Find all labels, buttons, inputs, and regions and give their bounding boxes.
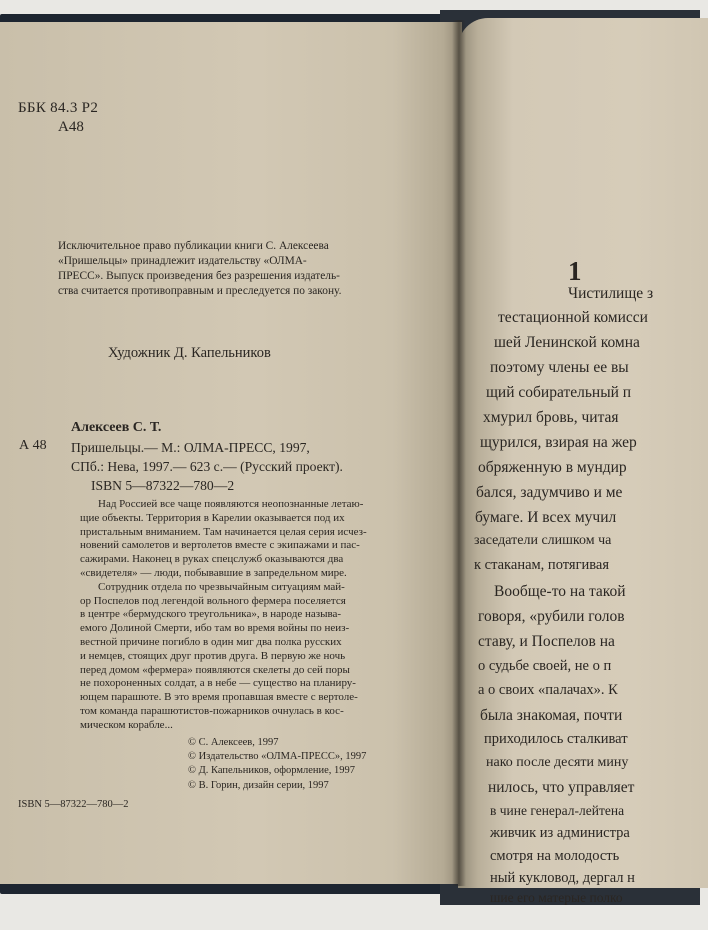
text-line: обряженную в мундир xyxy=(478,459,627,476)
annotation-line: вестной причине погибло в один миг два полка русских xyxy=(80,635,342,648)
annotation-line: сажирами. Наконец в руках спецслужб оказываются два xyxy=(80,553,344,566)
copyright-line: © Д. Капельников, оформление, 1997 xyxy=(188,765,356,777)
rights-line: ПРЕСС». Выпуск произведения без разрешения издатель- xyxy=(58,270,340,282)
catalog-author: Алексеев С. Т. xyxy=(71,420,162,435)
catalog-code: А 48 xyxy=(19,438,47,453)
rights-line: ства считается противоправным и преследуется по закону. xyxy=(58,285,342,297)
catalog-line: СПб.: Нева, 1997.— 623 с.— (Русский проект). xyxy=(71,459,343,474)
annotation-line: щие объекты. Территория в Карелии оказывается под их xyxy=(80,511,345,524)
text-line: была знакомая, почти xyxy=(480,707,623,724)
catalog-isbn: ISBN 5—87322—780—2 xyxy=(91,478,235,493)
text-line: о судьбе своей, не о п xyxy=(478,658,612,674)
catalog-entry xyxy=(71,438,343,495)
copyright-block xyxy=(188,736,366,793)
copyright-line: © Издательство «ОЛМА-ПРЕСС», 1997 xyxy=(188,751,367,763)
text-line: Чистилище з xyxy=(568,285,654,302)
rights-line: Исключительное право публикации книги С. Алексеева xyxy=(58,240,329,252)
book-gutter xyxy=(452,20,466,886)
text-line: тестационной комисси xyxy=(498,309,648,326)
text-line: к стаканам, потягивая xyxy=(474,557,610,573)
annotation-line: Над Россией все чаще появляются неопознанные летаю- xyxy=(98,498,364,510)
text-line: бался, задумчиво и ме xyxy=(476,484,623,501)
annotation-line: новений самолетов и вертолетов вместе с экипажами и пас- xyxy=(80,539,360,552)
text-line: а о своих «палачах». К xyxy=(478,682,618,698)
artist-credit: Художник Д. Капельников xyxy=(108,345,271,361)
text-line: щий собирательный п xyxy=(486,384,632,401)
annotation-line: пристальным вниманием. Там начинается целая серия исчез- xyxy=(80,525,367,538)
text-line: нако после десяти мину xyxy=(486,755,629,770)
annotation-line: ор Поспелов под легендой вольного фермера поселяется xyxy=(80,594,346,607)
annotation-line: в центре «бермудского треугольника», в народе называ- xyxy=(80,608,342,621)
annotation-line: не похороненных солдат, а в небе — существо на планиру- xyxy=(80,677,356,690)
chapter-number: 1 xyxy=(568,256,582,286)
annotation-line: и немцев, стоящих друг против друга. В первую же ночь xyxy=(80,649,346,662)
text-line: шие его матерые полко xyxy=(490,890,623,905)
text-line: хмурил бровь, читая xyxy=(483,409,619,426)
text-line: Вообще-то на такой xyxy=(494,583,626,600)
text-line: щурился, взирая на жер xyxy=(480,434,637,451)
annotation-line: емого Долиной Смерти, ибо там во время войны по неиз- xyxy=(80,622,350,635)
author-mark: А48 xyxy=(58,119,84,135)
right-page xyxy=(458,18,708,905)
annotation-line: ющем парашюте. В это время пропавшая вместе с вертоле- xyxy=(80,691,358,704)
annotation-line: том команда парашютистов-пожарников очнулась в кос- xyxy=(80,704,344,717)
annotation-line: «свидетеля» — люди, побывавшие в запредельном мире. xyxy=(80,566,347,579)
annotation-line: мическом корабле... xyxy=(80,718,173,731)
text-line: шей Ленинской комна xyxy=(494,334,640,351)
text-line: в чине генерал-лейтена xyxy=(490,803,625,818)
text-line: смотря на молодость xyxy=(490,848,620,864)
copyright-line: © В. Горин, дизайн серии, 1997 xyxy=(188,779,329,791)
isbn-bottom: ISBN 5—87322—780—2 xyxy=(18,799,129,810)
text-line: ный кукловод, дергал н xyxy=(490,870,635,886)
left-page xyxy=(0,22,462,884)
text-line: говоря, «рубили голов xyxy=(478,608,625,625)
copyright-line: © С. Алексеев, 1997 xyxy=(188,737,279,748)
text-line: поэтому члены ее вы xyxy=(490,359,629,376)
text-line: ставу, и Поспелов на xyxy=(478,633,615,650)
text-line: заседатели слишком ча xyxy=(474,533,612,548)
annotation-line: Сотрудник отдела по чрезвычайным ситуациям май- xyxy=(98,580,345,593)
text-line: живчик из администра xyxy=(490,825,630,841)
rights-notice xyxy=(58,239,341,299)
annotation xyxy=(80,498,367,733)
bbk-code: ББК 84.3 Р2 xyxy=(18,100,99,116)
annotation-line: перед домом «фермера» появляются скелеты до сей поры xyxy=(80,663,350,676)
catalog-line: Пришельцы.— М.: ОЛМА-ПРЕСС, 1997, xyxy=(71,440,310,455)
text-line: нилось, что управляет xyxy=(488,779,635,796)
text-line: приходилось сталкиват xyxy=(484,731,628,747)
text-line: бумаге. И всех мучил xyxy=(475,509,617,526)
rights-line: «Пришельцы» принадлежит издательству «ОЛМА- xyxy=(58,255,307,267)
